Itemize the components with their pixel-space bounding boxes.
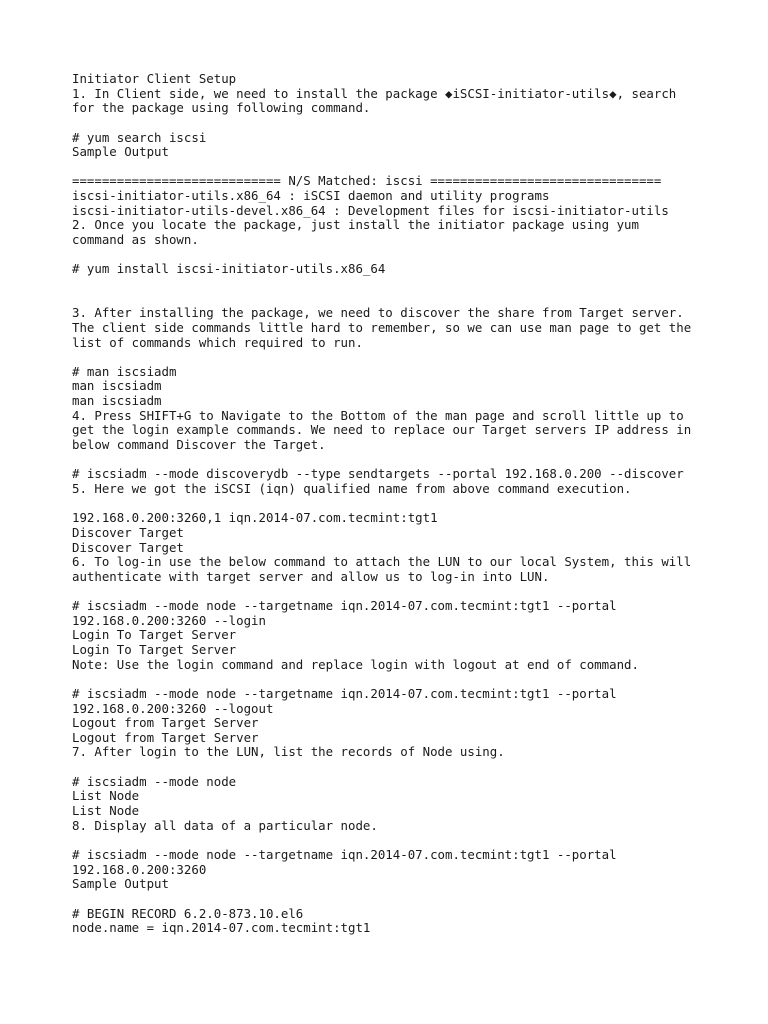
text-line: 1. In Client side, we need to install the package ◆iSCSI-initiator-utils◆, search bbox=[72, 85, 677, 101]
text-line bbox=[72, 497, 712, 512]
text-line: 5. Here we got the iSCSI (iqn) qualified name from above command execution. bbox=[72, 480, 632, 496]
text-line: Discover Target bbox=[72, 524, 184, 540]
text-line: 192.168.0.200:3260 bbox=[72, 861, 207, 877]
text-line: Discover Target bbox=[72, 539, 184, 555]
text-line: Login To Target Server bbox=[72, 627, 237, 643]
text-line bbox=[72, 248, 712, 263]
command-line: # yum install iscsi-initiator-utils.x86_64 bbox=[72, 261, 386, 277]
text-line: iscsi-initiator-utils-devel.x86_64 : Development files for iscsi-initiator-utils bbox=[72, 202, 669, 218]
text-line: get the login example commands. We need to replace our Target servers IP address in bbox=[72, 422, 692, 438]
text-line: man iscsiadm bbox=[72, 378, 162, 394]
text-line bbox=[72, 760, 712, 775]
text-line: Sample Output bbox=[72, 876, 169, 892]
text-line: command as shown. bbox=[72, 232, 199, 248]
text-line bbox=[72, 892, 712, 907]
text-line: 192.168.0.200:3260 --logout bbox=[72, 700, 274, 716]
text-line: 8. Display all data of a particular node. bbox=[72, 817, 378, 833]
text-line: Logout from Target Server bbox=[72, 729, 259, 745]
text-line: authenticate with target server and allow us to log-in into LUN. bbox=[72, 568, 550, 584]
command-line: # iscsiadm --mode node --targetname iqn.2014-07.com.tecmint:tgt1 --portal bbox=[72, 598, 617, 614]
text-line: List Node bbox=[72, 788, 140, 804]
command-line: # yum search iscsi bbox=[72, 129, 207, 145]
text-line: iscsi-initiator-utils.x86_64 : iSCSI daemon and utility programs bbox=[72, 188, 550, 204]
text-line: ============================ N/S Matched: iscsi =============================== bbox=[72, 173, 662, 189]
text-line bbox=[72, 672, 712, 687]
text-line: node.name = iqn.2014-07.com.tecmint:tgt1 bbox=[72, 920, 371, 936]
text-line: 2. Once you locate the package, just install the initiator package using yum bbox=[72, 217, 639, 233]
text-line: 192.168.0.200:3260,1 iqn.2014-07.com.tecmint:tgt1 bbox=[72, 510, 438, 526]
text-line: 6. To log-in use the below command to attach the LUN to our local System, this will bbox=[72, 554, 692, 570]
text-line: Login To Target Server bbox=[72, 641, 237, 657]
command-line: # iscsiadm --mode node --targetname iqn.2014-07.com.tecmint:tgt1 --portal bbox=[72, 846, 617, 862]
text-line: Logout from Target Server bbox=[72, 715, 259, 731]
text-line: Sample Output bbox=[72, 144, 169, 160]
command-line: # BEGIN RECORD 6.2.0-873.10.el6 bbox=[72, 905, 304, 921]
text-line bbox=[72, 584, 712, 599]
text-line bbox=[72, 350, 712, 365]
text-line bbox=[72, 277, 712, 292]
text-line: 3. After installing the package, we need to discover the share from Target server. bbox=[72, 305, 684, 321]
text-line: for the package using following command. bbox=[72, 100, 371, 116]
text-line: List Node bbox=[72, 803, 140, 819]
text-line bbox=[72, 116, 712, 131]
text-line bbox=[72, 292, 712, 307]
text-line: 7. After login to the LUN, list the records of Node using. bbox=[72, 744, 505, 760]
text-line: man iscsiadm bbox=[72, 393, 162, 409]
text-line: 4. Press SHIFT+G to Navigate to the Bottom of the man page and scroll little up to bbox=[72, 407, 684, 423]
text-line: 192.168.0.200:3260 --login bbox=[72, 612, 266, 628]
command-line: # iscsiadm --mode node --targetname iqn.2014-07.com.tecmint:tgt1 --portal bbox=[72, 685, 617, 701]
text-line: Note: Use the login command and replace login with logout at end of command. bbox=[72, 656, 639, 672]
text-line: Initiator Client Setup bbox=[72, 71, 237, 86]
text-line: below command Discover the Target. bbox=[72, 437, 326, 453]
text-line: list of commands which required to run. bbox=[72, 334, 363, 350]
text-line: The client side commands little hard to remember, so we can use man page to get the bbox=[72, 319, 692, 335]
command-line: # iscsiadm --mode discoverydb --type sendtargets --portal 192.168.0.200 --discover bbox=[72, 466, 684, 482]
document-page bbox=[72, 72, 712, 936]
text-line bbox=[72, 160, 712, 175]
text-line bbox=[72, 453, 712, 468]
text-line bbox=[72, 833, 712, 848]
command-line: # iscsiadm --mode node bbox=[72, 773, 237, 789]
command-line: # man iscsiadm bbox=[72, 363, 177, 379]
